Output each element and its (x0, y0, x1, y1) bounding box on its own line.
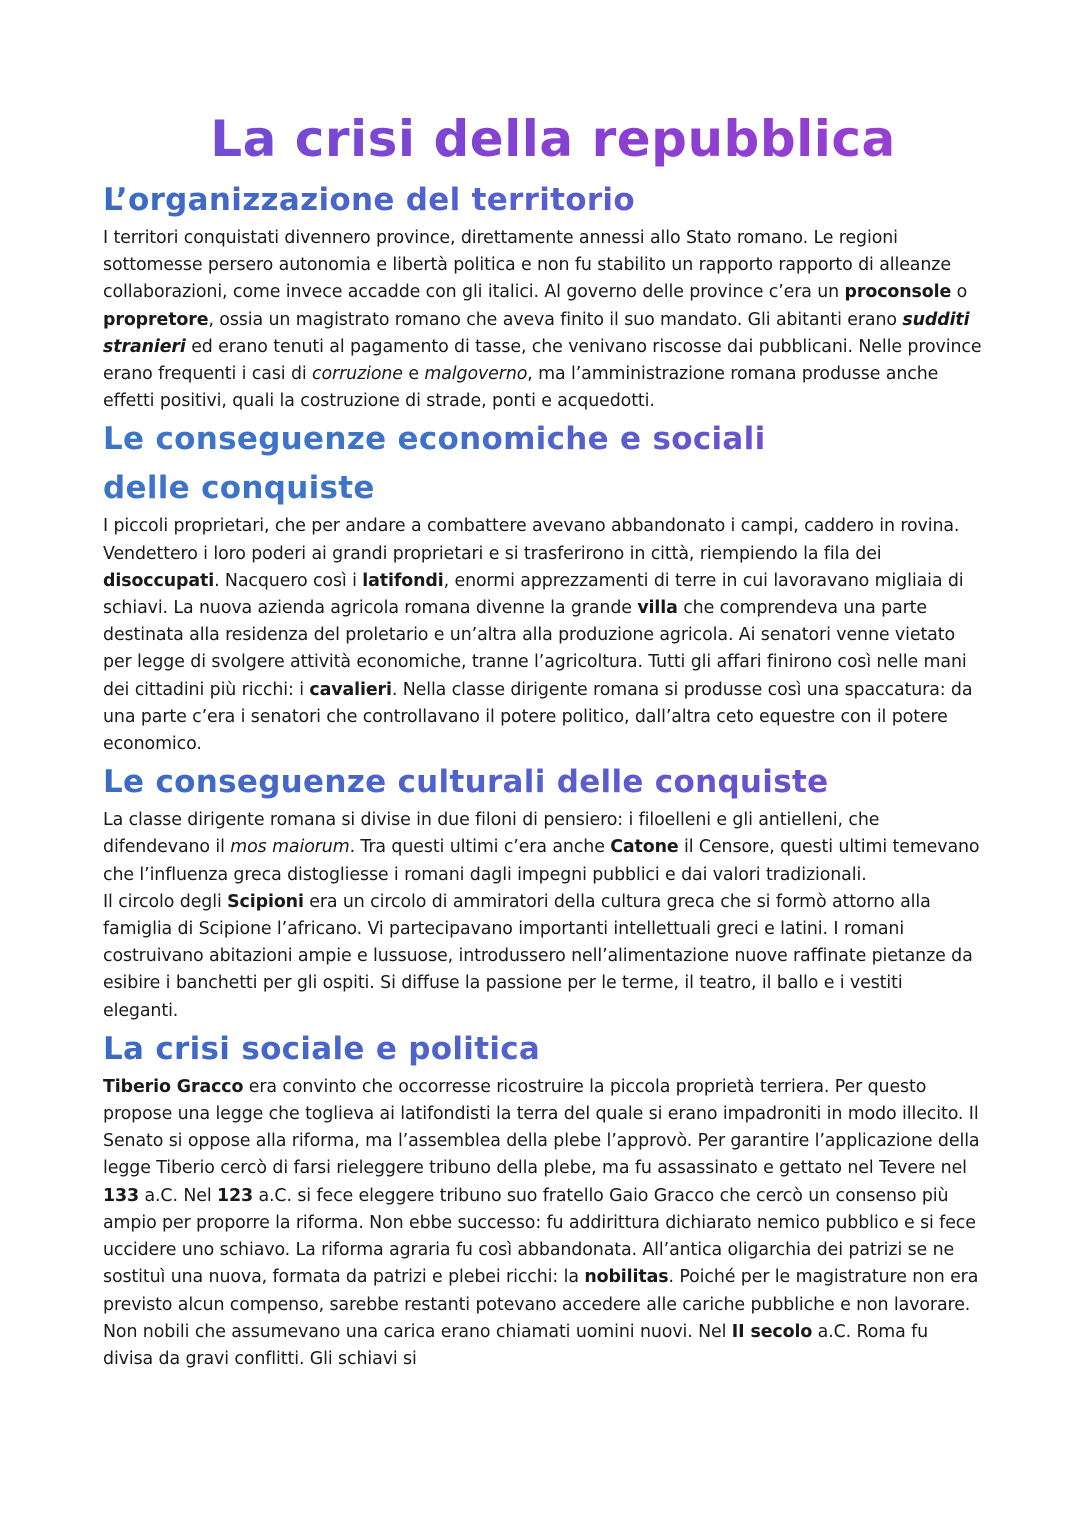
bold-term: Tiberio Gracco (103, 1076, 244, 1097)
paragraph (103, 1074, 983, 1373)
text-run: . Nacquero così i (214, 570, 363, 591)
section-heading: Le conseguenze culturali delle conquiste (103, 758, 983, 807)
text-run: era un circolo di ammiratori della cultura greca che si formò attorno alla famiglia di Scipione l’africano. Vi partecipavano importanti intellettuali greci e latini. I romani costruivano abitazioni ampie e lussuose, introdussero nell’alimentazione nuove raffinate pietanze da esibire i banchetti per gli ospiti. Si diffuse la passione per le terme, il teatro, il ballo e i vestiti eleganti. (103, 891, 973, 1021)
bold-term: 123 (217, 1185, 254, 1206)
section-body (103, 807, 983, 1025)
section-heading: Le conseguenze economiche e sociali delle conquiste (103, 415, 863, 513)
section-body (103, 225, 983, 415)
text-run: I piccoli proprietari, che per andare a combattere avevano abbandonato i campi, caddero in rovina. Vendettero i loro poderi ai grandi proprietari e si trasferirono in città, riempiendo la fila dei (103, 516, 960, 564)
section-crisi-sociale (103, 1025, 983, 1373)
bold-term: cavalieri (309, 679, 392, 700)
text-run: a.C. si fece eleggere tribuno suo fratello Gaio Gracco che cercò un consenso più ampio per proporre la riforma. Non ebbe successo: fu addirittura dichiarato nemico pubblico e si fece uccidere uno schiavo. La riforma agraria fu così abbandonata. All’antica oligarchia dei patrizi se ne sostituì una nuova, formata da patrizi e plebei ricchi: la (103, 1185, 976, 1288)
text-run: . Tra questi ultimi c’era anche (349, 837, 611, 858)
text-run: a.C. Nel (139, 1185, 217, 1206)
bold-term: 133 (103, 1185, 140, 1206)
section-heading: L’organizzazione del territorio (103, 176, 983, 225)
text-run: , ossia un magistrato romano che aveva finito il suo mandato. Gli abitanti erano (208, 309, 903, 330)
text-run: La classe dirigente romana si divise in due filoni di pensiero: i filoelleni e gli antielleni, che difendevano il (103, 810, 880, 858)
section-heading: La crisi sociale e politica (103, 1025, 983, 1074)
text-run: il Censore, questi ultimi temevano che l’influenza greca distogliesse i romani dagli impegni pubblici e dai valori tradizionali. (103, 837, 980, 885)
text-run: I territori conquistati divennero province, direttamente annessi allo Stato romano. Le regioni sottomesse persero autonomia e libertà politica e non fu stabilito un rapporto rapporto di alleanze collaborazioni, come invece accadde con gli italici. Al governo delle province c’era un (103, 228, 951, 303)
bold-term: II secolo (731, 1321, 813, 1342)
bold-term: proconsole (844, 282, 952, 303)
bold-term: Scipioni (227, 891, 304, 912)
document-page (103, 108, 983, 1373)
section-organizzazione (103, 176, 983, 415)
section-body (103, 513, 983, 758)
text-run: . Poiché per le magistrature non era previsto alcun compenso, sarebbe restanti potevano accedere alle cariche pubbliche e non lavorare. Non nobili che assumevano una carica erano chiamati uomini nuovi. Nel (103, 1267, 979, 1342)
bold-term: disoccupati (103, 570, 215, 591)
text-run: o (951, 282, 968, 303)
section-conseguenze-economiche (103, 415, 983, 758)
bold-term: nobilitas (584, 1267, 669, 1288)
italic-term: corruzione (312, 364, 403, 385)
section-conseguenze-culturali (103, 758, 983, 1025)
bold-italic-term: sudditi stranieri (103, 309, 970, 357)
paragraph (103, 513, 983, 758)
bold-term: villa (637, 598, 678, 619)
italic-term: mos maiorum (230, 837, 350, 858)
paragraph (103, 807, 983, 889)
text-run: , enormi apprezzamenti di terre in cui lavoravano migliaia di schiavi. La nuova azienda agricola romana divenne la grande (103, 570, 964, 619)
text-run: . Nella classe dirigente romana si produsse così una spaccatura: da una parte c’era i senatori che controllavano il potere politico, dall’altra ceto equestre con il potere economico. (103, 679, 973, 755)
paragraph (103, 225, 983, 415)
paragraph (103, 889, 983, 1025)
page-title: La crisi della repubblica (103, 108, 983, 170)
text-run: ed erano tenuti al pagamento di tasse, che venivano riscosse dai pubblicani. Nelle province erano frequenti i casi di (103, 336, 982, 385)
bold-term: Catone (610, 837, 679, 858)
text-run: Il circolo degli (103, 891, 228, 912)
italic-term: malgoverno (424, 364, 528, 385)
text-run: e (402, 364, 425, 385)
section-body (103, 1074, 983, 1373)
text-run: a.C. Roma fu divisa da gravi conflitti. Gli schiavi si (103, 1321, 929, 1369)
text-run: , ma l’amministrazione romana produsse anche effetti positivi, quali la costruzione di strade, ponti e acquedotti. (103, 364, 939, 412)
bold-term: latifondi (362, 570, 444, 591)
text-run: era convinto che occorresse ricostruire la piccola proprietà terriera. Per questo propose una legge che toglieva ai latifondisti la terra del quale si erano impadroniti in modo illecito. Il Senato si oppose alla riforma, ma l’assemblea della plebe l’approvò. Per garantire l’applicazione della legge Tiberio cercò di farsi rieleggere tribuno della plebe, ma fu assassinato e gettato nel Tevere nel (103, 1076, 980, 1179)
text-run: che comprendeva una parte destinata alla residenza del proletario e un’altra alla produzione agricola. Ai senatori venne vietato per legge di svolgere attività economiche, tranne l’agricoltura. Tutti gli affari finirono così nelle mani dei cittadini più ricchi: i (103, 598, 967, 700)
bold-term: propretore (103, 309, 209, 330)
